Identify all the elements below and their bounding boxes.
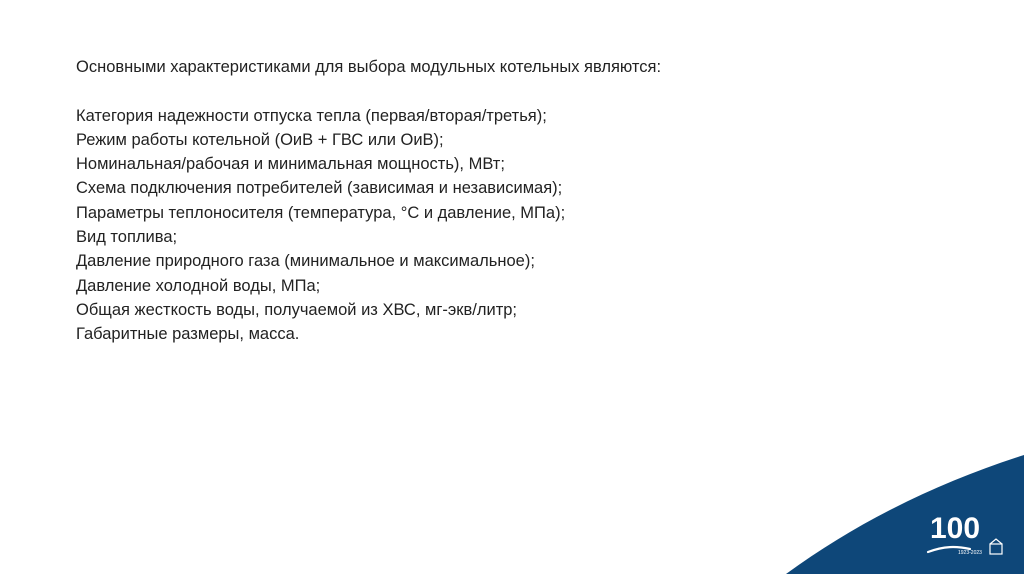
intro-text: Основными характеристиками для выбора модульных котельных являются:: [76, 58, 662, 76]
list-item: Параметры теплоносителя (температура, °С и давление, МПа);: [76, 203, 566, 222]
logo-years: 1923-2023: [958, 550, 982, 556]
list-item: Номинальная/рабочая и минимальная мощность), МВт;: [76, 155, 505, 174]
list-item: Режим работы котельной (ОиВ + ГВС или ОиВ);: [76, 130, 444, 149]
anniversary-logo: [926, 510, 1010, 556]
list-item: Общая жесткость воды, получаемой из ХВС, мг-экв/литр;: [76, 300, 518, 319]
list-item: Габаритные размеры, масса.: [76, 325, 300, 344]
logo-emblem-icon: [990, 539, 1002, 554]
list-item: Вид топлива;: [76, 228, 178, 247]
list-item: Схема подключения потребителей (зависимая и независимая);: [76, 179, 563, 198]
logo-number: 100: [930, 512, 981, 545]
list-item: Категория надежности отпуска тепла (первая/вторая/третья);: [76, 106, 547, 125]
list-item: Давление холодной воды, МПа;: [76, 276, 321, 295]
list-item: Давление природного газа (минимальное и максимальное);: [76, 252, 535, 271]
